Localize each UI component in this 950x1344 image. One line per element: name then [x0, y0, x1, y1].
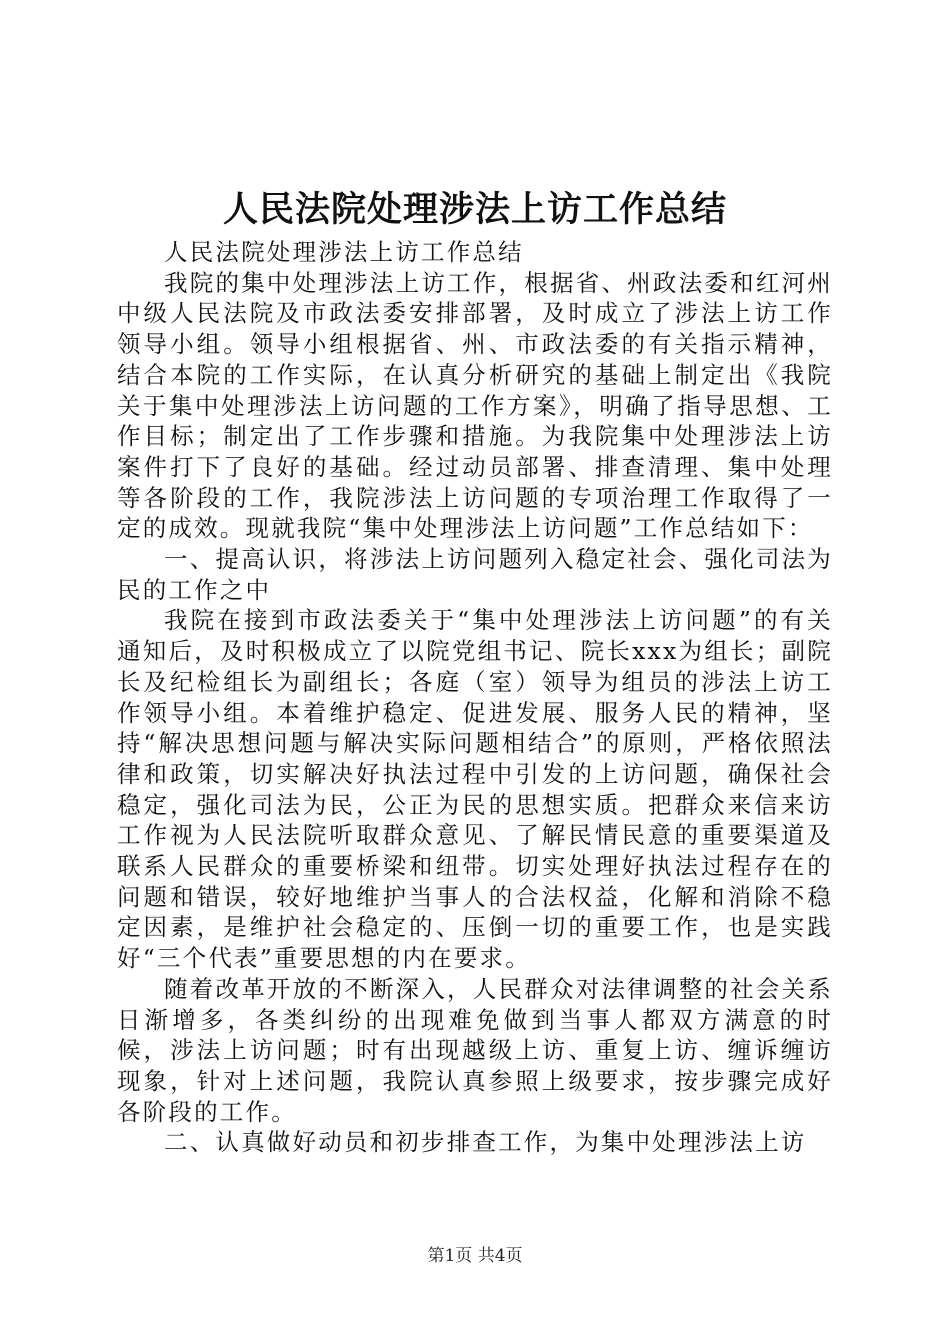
paragraph-section-1-continuation: 随着改革开放的不断深入，人民群众对法律调整的社会关系日渐增多，各类纠纷的出现难免做到当事人都双方满意的时候，涉法上访问题；时有出现越级上访、重复上访、缠诉缠访现象，针对上述问题，我院认真参照上级要求，按步骤完成好各阶段的工作。 — [117, 974, 833, 1126]
document-body — [117, 237, 833, 1158]
section-heading-2: 二、认真做好动员和初步排查工作，为集中处理涉法上访 — [164, 1128, 807, 1157]
paragraph-subtitle: 人民法院处理涉法上访工作总结 — [164, 238, 524, 266]
page-number-footer: 第1页 共4页 — [427, 1246, 523, 1266]
section-heading-1: 一、提高认识，将涉法上访问题列入稳定社会、强化司法为民的工作之中 — [117, 545, 833, 604]
document-title: 人民法院处理涉法上访工作总结 — [222, 189, 727, 230]
paragraph-section-1-body: 我院在接到市政法委关于“集中处理涉法上访问题”的有关通知后，及时积极成立了以院党组书记、院长xxx为组长；副院长及纪检组长为副组长；各庭（室）领导为组员的涉法上访工作领导小组。本着维护稳定、促进发展、服务人民的精神，坚持“解决思想问题与解决实际问题相结合”的原则，严格依照法律和政策，切实解决好执法过程中引发的上访问题，确保社会稳定，强化司法为民，公正为民的思想实质。把群众来信来访工作视为人民法院听取群众意见、了解民情民意的重要渠道及联系人民群众的重要桥梁和纽带。切实处理好执法过程存在的问题和错误，较好地维护当事人的合法权益，化解和消除不稳定因素，是维护社会稳定的、压倒一切的重要工作，也是实践好“三个代表”重要思想的内在要求。 — [117, 606, 833, 973]
paragraph-intro: 我院的集中处理涉法上访工作，根据省、州政法委和红河州中级人民法院及市政法委安排部署，及时成立了涉法上访工作领导小组。领导小组根据省、州、市政法委的有关指示精神，结合本院的工作实际，在认真分析研究的基础上制定出《我院关于集中处理涉法上访问题的工作方案》，明确了指导思想、工作目标；制定出了工作步骤和措施。为我院集中处理涉法上访案件打下了良好的基础。经过动员部署、排查清理、集中处理等各阶段的工作，我院涉法上访问题的专项治理工作取得了一定的成效。现就我院“集中处理涉法上访问题”工作总结如下： — [117, 268, 833, 543]
